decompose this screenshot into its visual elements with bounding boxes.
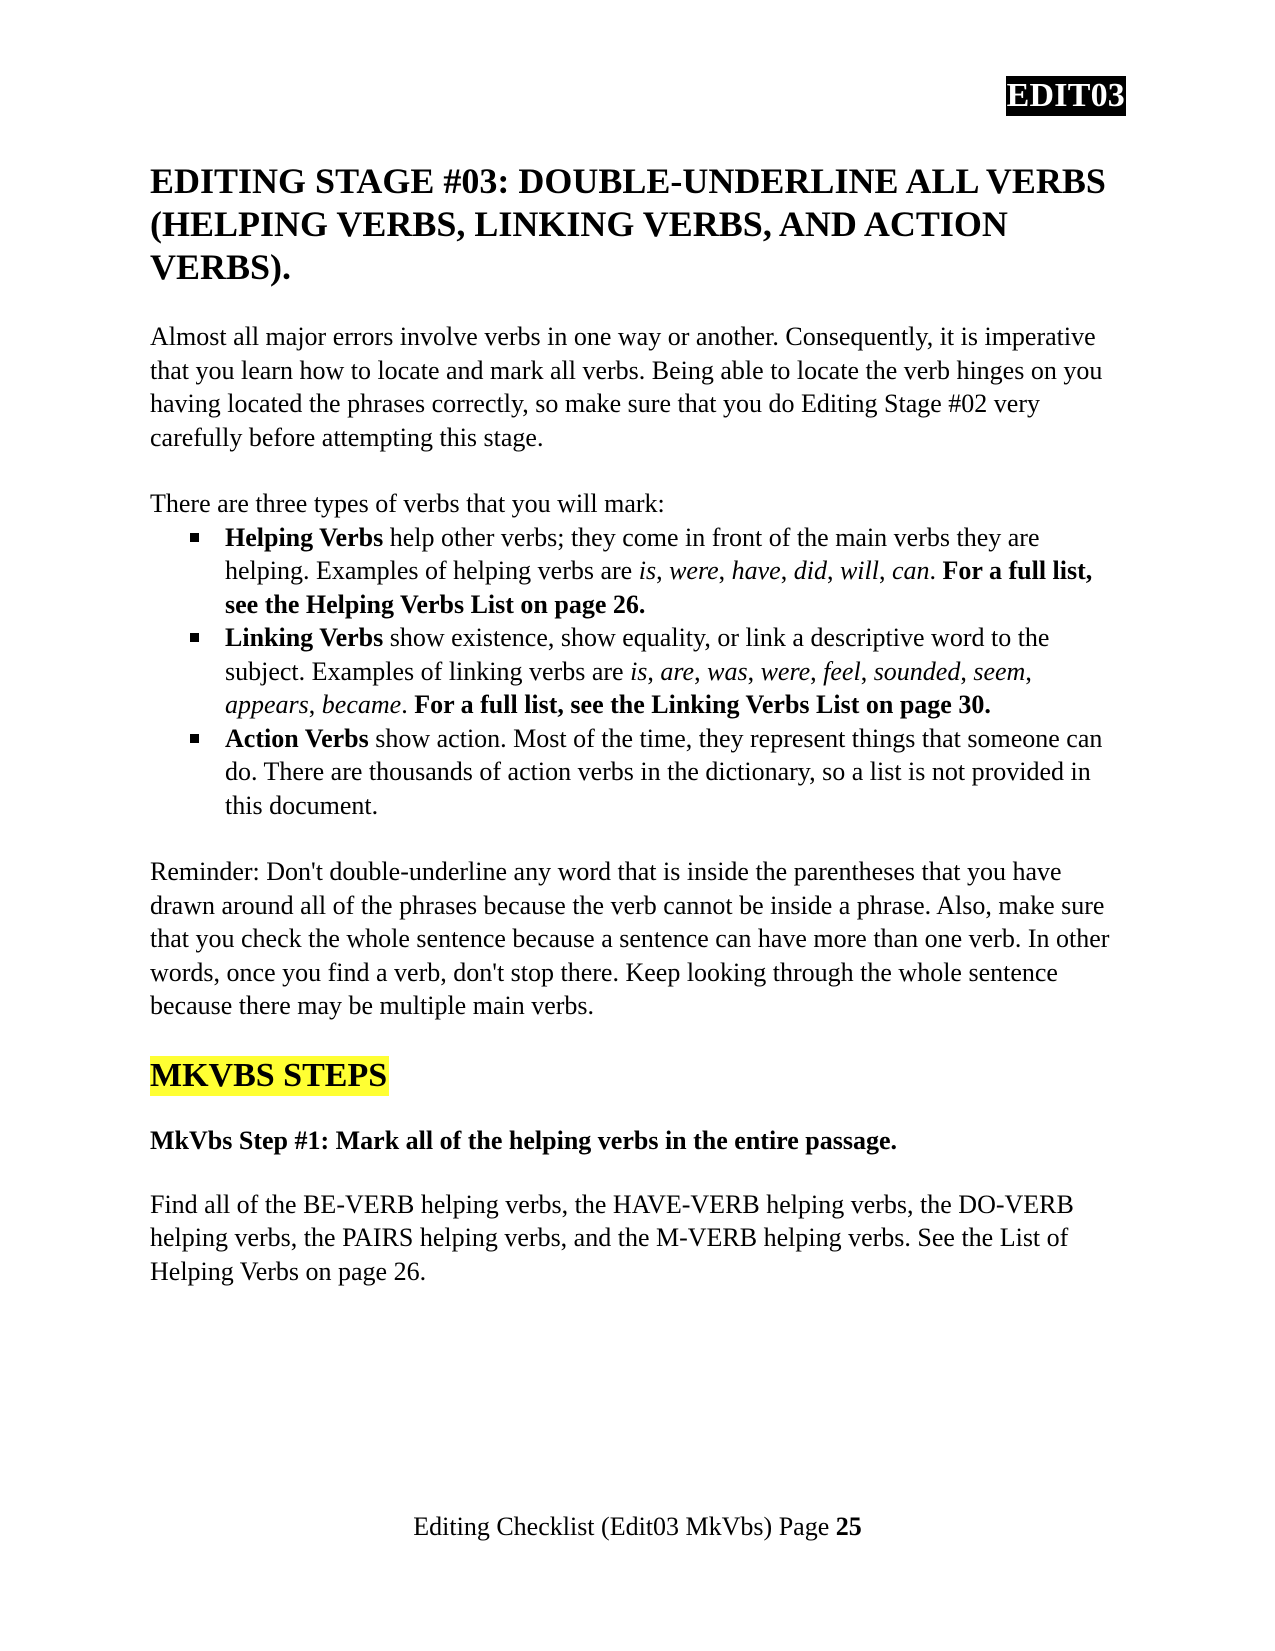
example-word: feel xyxy=(823,656,861,686)
page-number: 25 xyxy=(835,1512,862,1541)
page-title: EDITING STAGE #03: DOUBLE-UNDERLINE ALL VERBS (HELPING VERBS, LINKING VERBS, AND ACTION VERBS). xyxy=(150,161,1106,287)
example-word: sounded xyxy=(873,656,961,686)
square-bullet-icon xyxy=(190,533,199,542)
term-helping-verbs: Helping Verbs xyxy=(225,522,384,552)
step-1-text: Find all of the BE-VERB helping verbs, the HAVE-VERB helping verbs, the DO-VERB helping verbs, the PAIRS helping verbs, and the M-VERB helping verbs. See the List of Helping Verbs on page 26. xyxy=(150,1189,1074,1286)
example-word: is xyxy=(630,656,648,686)
section-heading-mkvbs-steps: MKVBS STEPS xyxy=(150,1056,388,1094)
ref-helping-verbs: For a full list, see the Helping Verbs List on page 26. xyxy=(225,556,1093,619)
square-bullet-icon xyxy=(190,633,199,642)
example-word: were xyxy=(669,556,719,585)
page-footer xyxy=(0,1510,1275,1543)
list-item-action-verbs xyxy=(150,722,1125,823)
step-1-heading: MkVbs Step #1: Mark all of the helping verbs in the entire passage. xyxy=(150,1125,898,1155)
example-word: have xyxy=(731,556,781,585)
example-word: will xyxy=(839,556,879,585)
desc-linking-verbs: show existence, show equality, or link a descriptive word to the subject. Examples of linking verbs are xyxy=(225,623,1050,686)
example-word: did xyxy=(793,556,827,585)
verb-types-list xyxy=(150,521,1125,823)
example-word: are xyxy=(660,656,695,686)
stage-tag: EDIT03 xyxy=(1006,77,1125,114)
desc-helping-verbs: help other verbs; they come in front of the main verbs they are helping. Examples of helping verbs are xyxy=(225,522,1040,585)
footer-text: Editing Checklist (Edit03 MkVbs) Page xyxy=(413,1512,836,1541)
intro-paragraph: Almost all major errors involve verbs in one way or another. Consequently, it is imperative that you learn how to locate and mark all verbs. Being able to locate the verb hinges on you having located the phrases correctly, so make sure that you do Editing Stage #02 very carefully before attempting this stage. xyxy=(150,322,1103,452)
example-word: was xyxy=(707,656,748,686)
page-content xyxy=(150,160,1125,1288)
list-item-helping-verbs: Helping Verbs help other verbs; they come in front of the main verbs they are helping. Examples of helping verbs are is, were, have, did, will, can. For a full list, see the Helping Verbs List on page 26. xyxy=(150,521,1125,622)
ref-linking-verbs: For a full list, see the Linking Verbs List on page 30. xyxy=(414,690,991,719)
example-word: is xyxy=(638,556,657,585)
desc-action-verbs: show action. Most of the time, they represent things that someone can do. There are thousands of action verbs in the dictionary, so a list is not provided in this document. xyxy=(225,723,1103,820)
verb-types-intro: There are three types of verbs that you will mark: xyxy=(150,489,665,518)
term-action-verbs: Action Verbs xyxy=(225,723,369,753)
example-word: became xyxy=(321,690,402,719)
example-word: appears xyxy=(225,690,309,719)
example-word: can xyxy=(891,556,930,585)
list-item-linking-verbs: Linking Verbs show existence, show equality, or link a descriptive word to the subject. Examples of linking verbs are is, are, was, were, feel, sounded, seem, appears, became. For a full list, see the Linking Verbs List on page 30. xyxy=(150,621,1125,722)
example-word: were xyxy=(760,656,811,686)
square-bullet-icon xyxy=(190,734,199,743)
reminder-paragraph: Reminder: Don't double-underline any word that is inside the parentheses that you have drawn around all of the phrases because the verb cannot be inside a phrase. Also, make sure that you check the whole sentence because a sentence can have more than one verb. In other words, once you find a verb, don't stop there. Keep looking through the whole sentence because there may be multiple main verbs. xyxy=(150,857,1110,1020)
example-word: seem xyxy=(973,656,1026,686)
term-linking-verbs: Linking Verbs xyxy=(225,623,384,652)
